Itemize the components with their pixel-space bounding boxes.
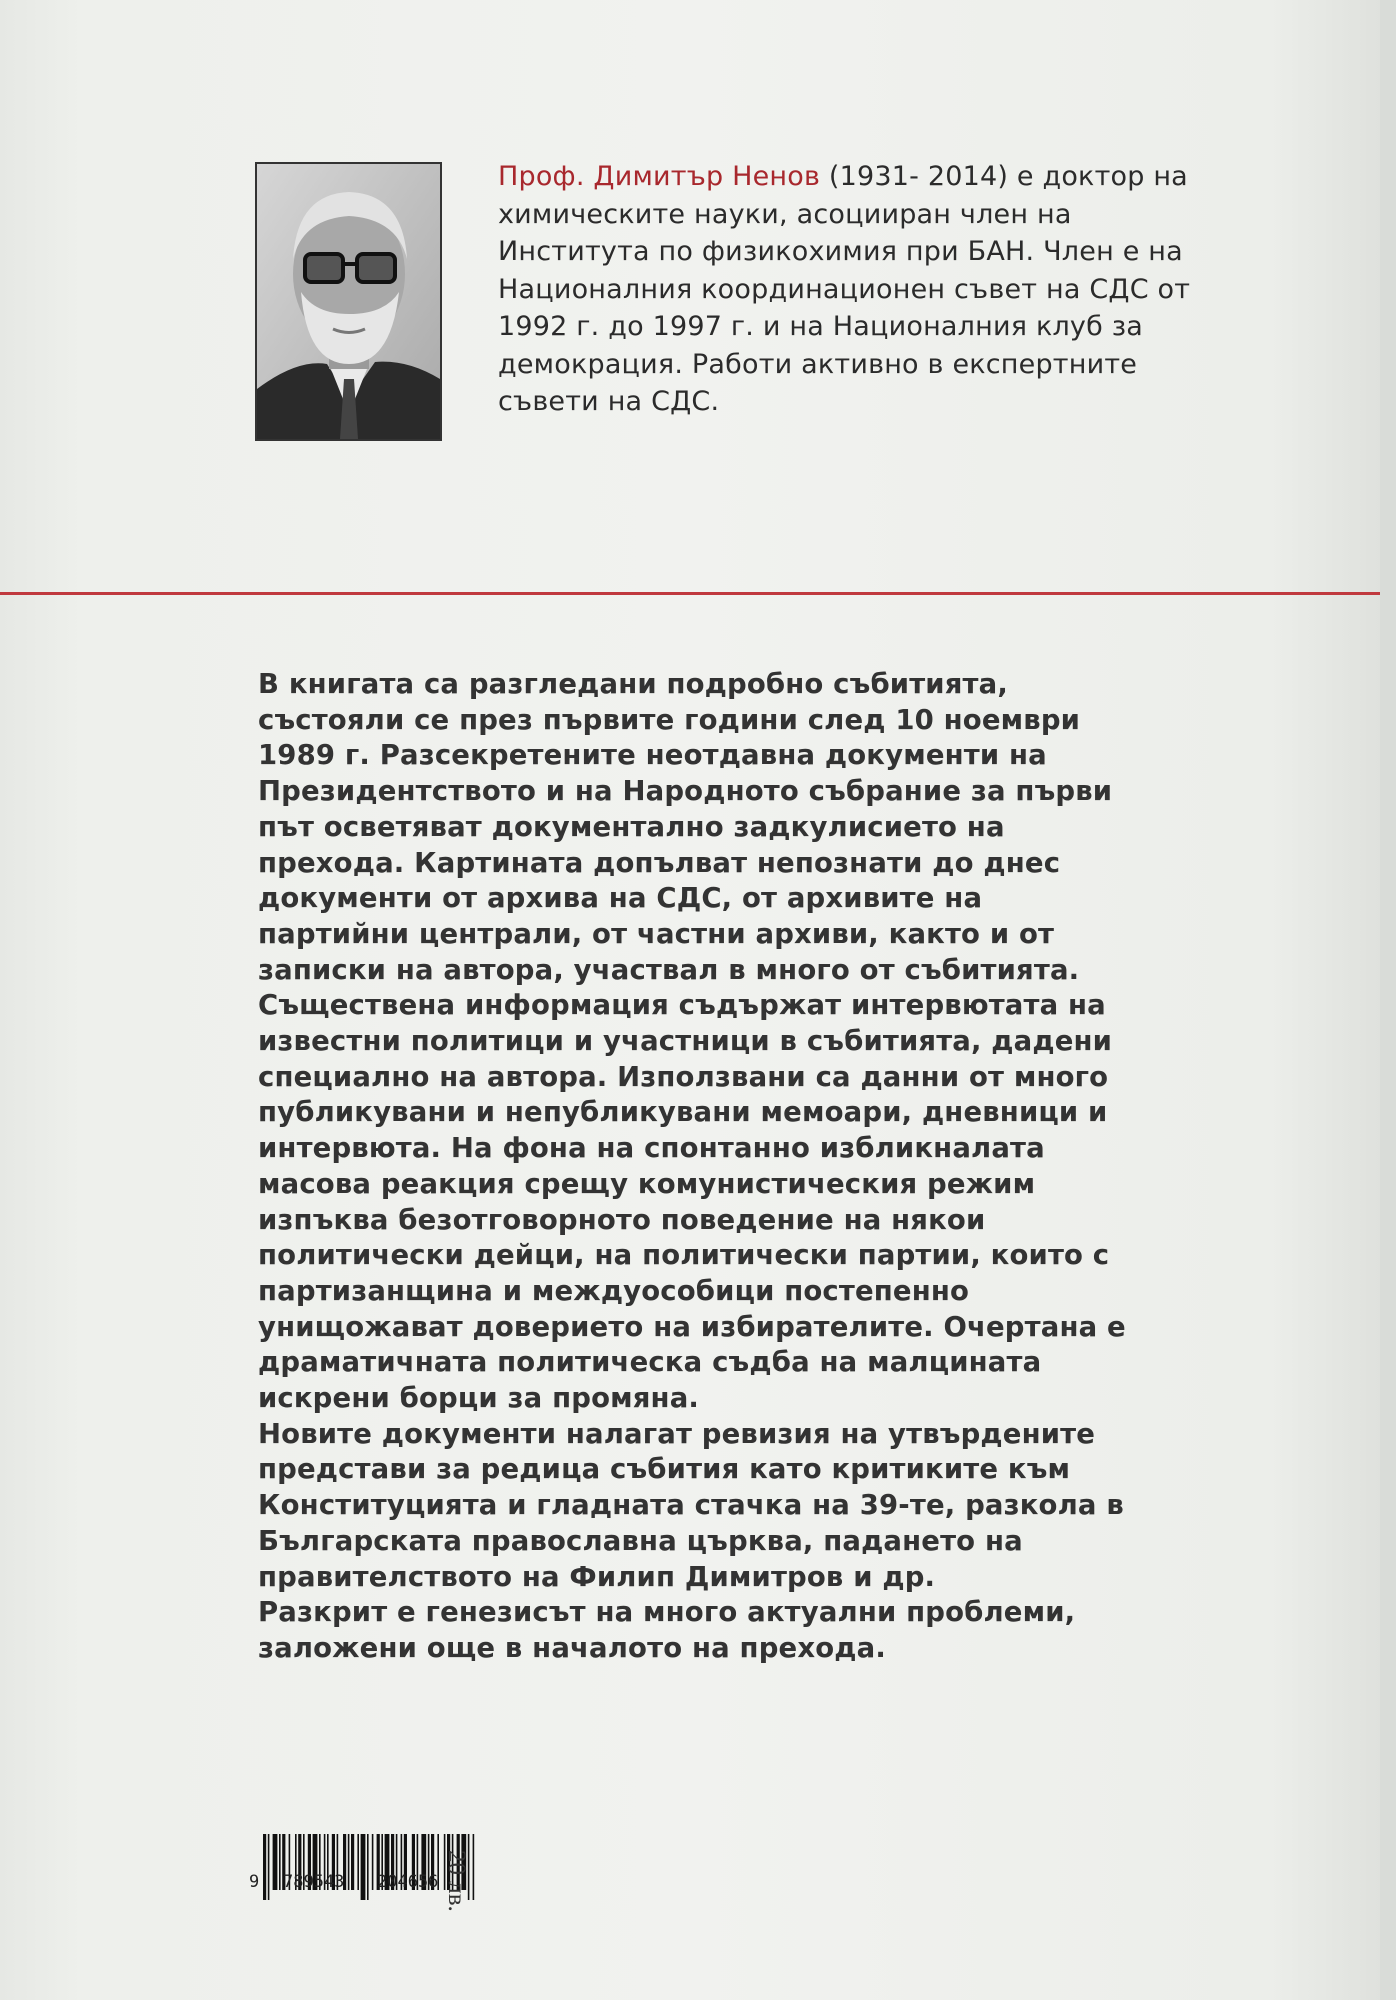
description-paragraph-2: Новите документи налагат ревизия на утвърдените представи за редица събития като критиките към Конституцията и гладната стачка на 39-те, разкола в Българската православна църква, падането на правителството на Филип Димитров и др. Разкрит е генезисът на много актуални проблеми, заложени още в началото на прехода. — [258, 1417, 1124, 1664]
author-photo — [255, 162, 442, 441]
isbn-left-group: 789543 — [283, 1872, 345, 1892]
isbn-first-digit: 9 — [249, 1872, 260, 1892]
author-name: Проф. Димитър Ненов — [498, 161, 821, 192]
price-label: 20 лв. — [443, 1850, 470, 1912]
red-divider — [0, 592, 1380, 595]
isbn-right-group: 204656 — [377, 1872, 439, 1892]
book-description — [258, 667, 1158, 1667]
description-paragraph-1: В книгата са разгледани подробно събитията, състояли се през първите години след 10 ноември 1989 г. Разсекретените неотдавна документи на Президентството и на Народното събрание за първи път осветяват документално задкулисието на прехода. Картината допълват непознати до днес документи от архива на СДС, от архивите на партийни централи, от частни архиви, както и от записки на автора, участвал в много от събитията. Съществена информация съдържат интервютата на известни политици и участници в събитията, дадени специално на автора. Използвани са данни от много публикувани и непубликувани мемоари, дневници и интервюта. На фона на спонтанно избликналата масова реакция срещу комунистическия режим изпъква безотговорното поведение на някои политически дейци, на политически партии, които с партизанщина и междуособици постепенно унищожават доверието на избирателите. Очертана е драматичната политическа съдба на малцината искрени борци за промяна. — [258, 668, 1126, 1415]
author-bio — [498, 158, 1198, 421]
author-bio-text: (1931- 2014) е доктор на химическите науки, асоцииран член на Института по физикохимия при БАН. Член е на Националния координационен съвет на СДС от 1992 г. до 1997 г. и на Националния клуб за демокрация. Работи активно в експертните съвети на СДС. — [498, 161, 1191, 417]
author-portrait-image — [257, 164, 440, 439]
